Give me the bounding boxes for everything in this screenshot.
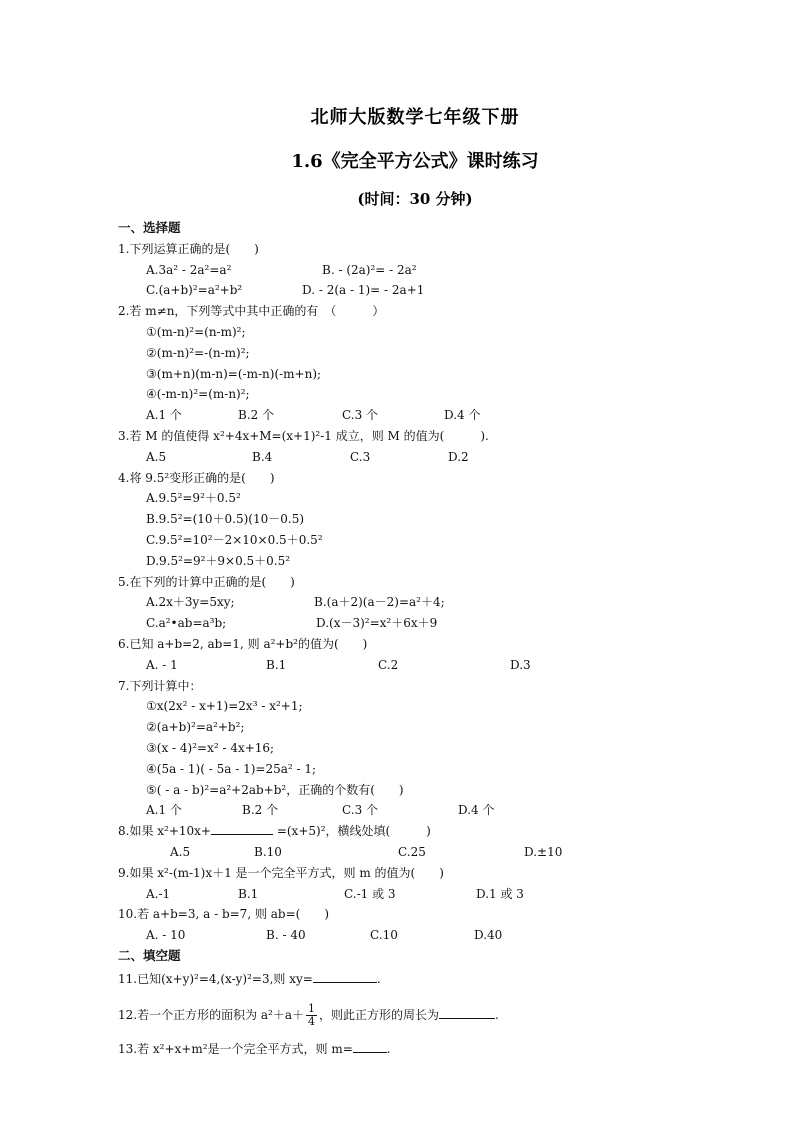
question-11 <box>118 969 758 990</box>
option-c: C.3 个 <box>342 408 379 423</box>
statement-3: ③(x - 4)²=x² - 4x+16; <box>146 740 275 755</box>
option-b: B.9.5²=(10＋0.5)(10－0.5) <box>146 512 305 527</box>
question-13-stem: 13.若 x²+x+m²是一个完全平方式，则 m= <box>118 1042 353 1057</box>
question-8-stem-end: =(x+5)²，横线处填( ) <box>273 824 431 839</box>
option-c: C.(a+b)²=a²+b² <box>146 283 243 298</box>
option-a: A.-1 <box>146 886 171 901</box>
section-heading-choice: 一、选择题 <box>118 220 181 235</box>
option-d: D.9.5²=9²＋9×0.5＋0.5² <box>146 553 291 568</box>
worksheet-title: 北师大版数学七年级下册 <box>310 107 520 128</box>
option-a: A.1 个 <box>146 408 182 423</box>
option-c: C.9.5²=10²－2×10×0.5＋0.5² <box>146 532 323 547</box>
option-a: A.2x＋3y=5xy; <box>146 595 235 610</box>
question-1-options-2 <box>118 280 758 301</box>
question-5-stem: 5.在下列的计算中正确的是( ) <box>118 574 295 589</box>
option-d: D.4 个 <box>458 803 495 818</box>
question-4-stem: 4.将 9.5²变形正确的是( ) <box>118 470 275 485</box>
option-a: A.3a² - 2a²=a² <box>146 262 232 277</box>
question-12-end: . <box>495 1008 499 1023</box>
statement-2: ②(a+b)²=a²+b²; <box>146 720 245 735</box>
answer-blank[interactable] <box>313 969 377 983</box>
option-d: D.4 个 <box>444 408 481 423</box>
question-5-options <box>118 592 758 613</box>
question-13 <box>118 1039 758 1060</box>
section-heading-fill: 二、填空题 <box>118 947 181 963</box>
statement-1: ①x(2x² - x+1)=2x³ - x²+1; <box>146 699 303 714</box>
question-9-options <box>118 884 758 905</box>
option-c: C.25 <box>398 844 426 859</box>
question-8-stem <box>118 821 758 842</box>
answer-blank[interactable] <box>211 821 273 835</box>
question-6-stem: 6.已知 a+b=2, ab=1, 则 a²+b²的值为( ) <box>118 636 368 651</box>
option-d: D.(x－3)²=x²＋6x＋9 <box>316 616 438 631</box>
option-d: D.3 <box>510 657 531 672</box>
statement-1: ①(m-n)²=(n-m)²; <box>146 324 246 339</box>
option-d: D.±10 <box>524 844 563 859</box>
option-b: B.2 个 <box>242 803 279 818</box>
question-5-options-2 <box>118 613 758 634</box>
option-b: B.10 <box>254 844 282 859</box>
question-1-options <box>118 260 758 281</box>
question-12-mid: ，则此正方形的周长为 <box>319 1008 440 1023</box>
worksheet-subtitle: 1.6《完全平方公式》课时练习 <box>291 151 539 172</box>
statement-3: ③(m+n)(m-n)=(-m-n)(-m+n); <box>146 366 322 381</box>
question-1-stem: 1.下列运算正确的是( ) <box>118 241 259 256</box>
option-c: C.10 <box>370 928 398 943</box>
question-13-end: . <box>386 1042 391 1057</box>
question-2-stem: 2.若 m≠n，下列等式中其中正确的有 （ ） <box>118 304 385 319</box>
option-b: B.2 个 <box>238 408 275 423</box>
option-a: A.5 <box>146 449 167 464</box>
option-b: B. - 40 <box>266 928 306 943</box>
option-b: B.1 <box>238 886 259 901</box>
option-d: D.1 或 3 <box>476 886 524 901</box>
option-c: C.2 <box>378 657 399 672</box>
option-d: D.2 <box>448 449 469 464</box>
answer-blank[interactable] <box>353 1039 387 1053</box>
option-d: D. - 2(a - 1)= - 2a+1 <box>302 283 425 298</box>
question-6-options <box>118 655 758 676</box>
question-8-stem-start: 8.如果 x²+10x+ <box>118 824 211 839</box>
option-a: A.1 个 <box>146 803 182 818</box>
option-b: B. - (2a)²= - 2a² <box>322 262 417 277</box>
option-c: C.3 个 <box>342 803 379 818</box>
question-7-options <box>118 800 758 821</box>
statement-4: ④(-m-n)²=(m-n)²; <box>146 387 250 402</box>
question-3-options <box>118 447 758 468</box>
question-list <box>118 218 758 1060</box>
answer-blank[interactable] <box>439 1005 495 1019</box>
question-12-stem: 12.若一个正方形的面积为 a²＋a＋ <box>118 1008 305 1023</box>
question-3-stem: 3.若 M 的值使得 x²+4x+M=(x+1)²-1 成立，则 M 的值为( ). <box>118 428 489 443</box>
question-10-stem: 10.若 a+b=3, a - b=7, 则 ab=( ) <box>118 907 330 922</box>
question-11-end: . <box>376 971 381 986</box>
option-b: B.4 <box>252 449 273 464</box>
option-b: B.(a＋2)(a－2)=a²＋4; <box>314 595 445 610</box>
fraction-denominator: 4 <box>308 1015 316 1029</box>
option-a: A. - 1 <box>146 657 178 672</box>
fraction-numerator: 1 <box>308 1002 316 1016</box>
option-c: C.a²•ab=a³b; <box>146 616 227 631</box>
question-7-stem: 7.下列计算中： <box>118 678 202 693</box>
statement-5: ⑤( - a - b)²=a²+2ab+b²，正确的个数有( ) <box>146 782 404 797</box>
statement-2: ②(m-n)²=-(n-m)²; <box>146 345 250 360</box>
statement-4: ④(5a - 1)( - 5a - 1)=25a² - 1; <box>146 761 317 776</box>
question-10-options <box>118 925 758 946</box>
question-12 <box>118 999 758 1031</box>
question-2-options <box>118 405 758 426</box>
option-c: C.3 <box>350 449 371 464</box>
option-a: A. - 10 <box>146 928 186 943</box>
time-limit: (时间：30 分钟) <box>357 190 473 208</box>
fraction <box>306 1003 317 1028</box>
question-11-stem: 11.已知(x+y)²=4,(x-y)²=3,则 xy= <box>118 971 313 986</box>
question-8-options <box>118 842 758 863</box>
option-d: D.40 <box>474 928 503 943</box>
option-b: B.1 <box>266 657 287 672</box>
option-c: C.-1 或 3 <box>344 886 396 901</box>
option-a: A.9.5²=9²＋0.5² <box>146 491 241 506</box>
option-a: A.5 <box>170 844 191 859</box>
question-9-stem: 9.如果 x²-(m-1)x＋1 是一个完全平方式，则 m 的值为( ) <box>118 865 444 880</box>
